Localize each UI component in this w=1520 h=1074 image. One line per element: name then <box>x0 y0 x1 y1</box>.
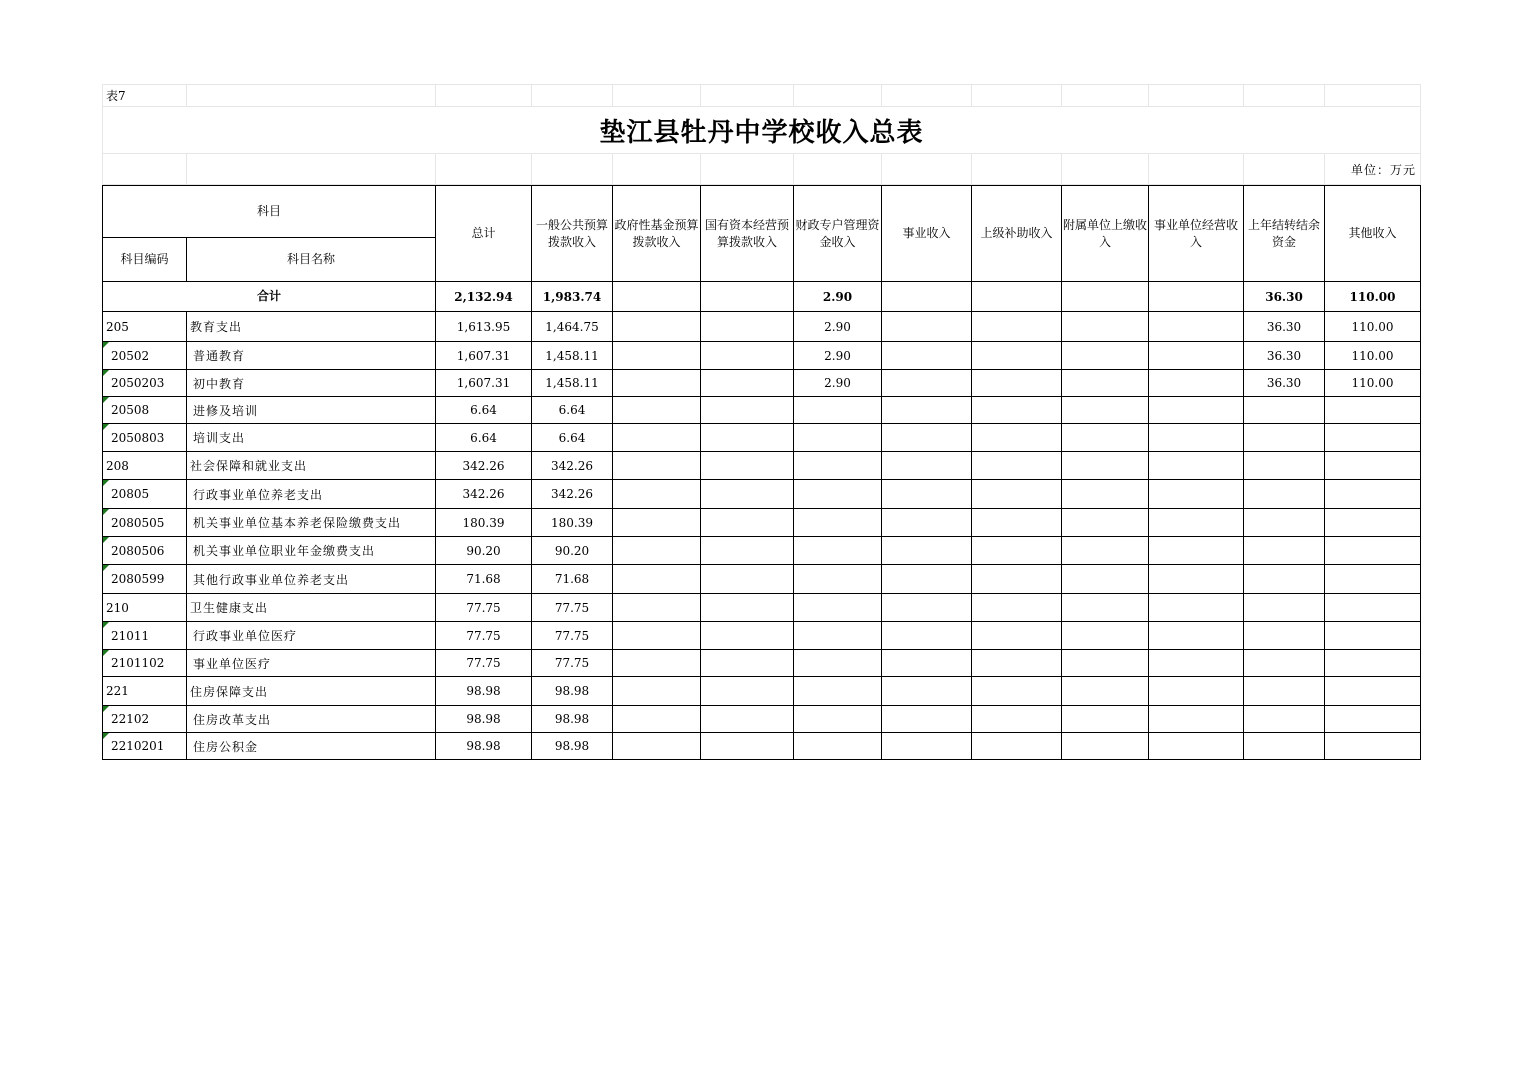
subject-name: 行政事业单位医疗 <box>187 622 436 650</box>
subject-name: 住房保障支出 <box>187 677 436 706</box>
amount-cell-business-income <box>882 342 972 370</box>
amount-cell-other-income <box>1325 677 1421 706</box>
subject-code-cell <box>103 537 187 565</box>
amount-cell-fiscal-special <box>794 424 882 452</box>
amount-cell-superior-subsidy <box>972 312 1062 342</box>
amount-cell-general-budget: 6.64 <box>532 397 613 424</box>
amount-cell-operating-income <box>1149 594 1244 622</box>
table-row <box>103 342 1421 370</box>
amount-cell-gov-fund <box>613 565 701 594</box>
amount-cell-gov-fund <box>613 312 701 342</box>
header-total: 总计 <box>436 186 532 282</box>
amount-cell-operating-income <box>1149 733 1244 760</box>
amount-cell-business-income <box>882 594 972 622</box>
subject-code: 2080506 <box>111 543 165 558</box>
amount-cell-operating-income <box>1149 565 1244 594</box>
amount-cell-carryover <box>1244 424 1325 452</box>
amount-cell-affiliated-payment <box>1062 342 1149 370</box>
subject-code: 22102 <box>111 712 150 726</box>
amount-cell-general-budget: 1,458.11 <box>532 342 613 370</box>
amount-cell-business-income <box>882 733 972 760</box>
total-row <box>103 282 1421 312</box>
amount-cell-business-income <box>882 370 972 397</box>
amount-cell-fiscal-special <box>794 565 882 594</box>
amount-cell-total: 342.26 <box>436 480 532 509</box>
amount-cell-fiscal-special <box>794 537 882 565</box>
subject-name: 初中教育 <box>187 370 436 397</box>
amount-cell-operating-income <box>1149 342 1244 370</box>
amount-cell-state-capital <box>701 397 794 424</box>
amount-cell-operating-income <box>1149 452 1244 480</box>
table-row <box>103 424 1421 452</box>
amount-cell-general-budget: 98.98 <box>532 677 613 706</box>
amount-cell-fiscal-special: 2.90 <box>794 342 882 370</box>
amount-cell-total: 90.20 <box>436 537 532 565</box>
amount-cell-affiliated-payment <box>1062 424 1149 452</box>
amount-cell-general-budget: 1,458.11 <box>532 370 613 397</box>
amount-cell-other-income <box>1325 706 1421 733</box>
amount-cell-other-income <box>1325 452 1421 480</box>
amount-cell-carryover <box>1244 480 1325 509</box>
amount-cell-total: 1,613.95 <box>436 312 532 342</box>
amount-cell-operating-income <box>1149 537 1244 565</box>
amount-cell-total: 98.98 <box>436 677 532 706</box>
amount-cell-state-capital <box>701 509 794 537</box>
total-cell: 1,983.74 <box>532 282 613 312</box>
header-state-capital: 国有资本经营预算拨款收入 <box>701 186 794 282</box>
amount-cell-gov-fund <box>613 537 701 565</box>
subject-code: 221 <box>106 684 129 698</box>
table-row <box>103 509 1421 537</box>
amount-cell-gov-fund <box>613 480 701 509</box>
amount-cell-affiliated-payment <box>1062 733 1149 760</box>
amount-cell-state-capital <box>701 370 794 397</box>
amount-cell-general-budget: 90.20 <box>532 537 613 565</box>
amount-cell-carryover: 36.30 <box>1244 342 1325 370</box>
amount-cell-superior-subsidy <box>972 370 1062 397</box>
amount-cell-total: 98.98 <box>436 733 532 760</box>
subject-code: 2080505 <box>111 515 165 530</box>
amount-cell-gov-fund <box>613 397 701 424</box>
sheet-header-grid <box>102 84 1421 185</box>
amount-cell-other-income <box>1325 424 1421 452</box>
amount-cell-general-budget: 342.26 <box>532 452 613 480</box>
subject-code-cell <box>103 677 187 706</box>
amount-cell-other-income <box>1325 733 1421 760</box>
amount-cell-carryover <box>1244 397 1325 424</box>
amount-cell-superior-subsidy <box>972 622 1062 650</box>
header-other-income: 其他收入 <box>1325 186 1421 282</box>
amount-cell-superior-subsidy <box>972 397 1062 424</box>
amount-cell-affiliated-payment <box>1062 677 1149 706</box>
amount-cell-other-income <box>1325 622 1421 650</box>
amount-cell-affiliated-payment <box>1062 594 1149 622</box>
subject-code: 21011 <box>111 628 150 643</box>
cell-comment-marker-icon <box>103 370 109 376</box>
header-general-budget: 一般公共预算拨款收入 <box>532 186 613 282</box>
amount-cell-general-budget: 98.98 <box>532 706 613 733</box>
header-business-income: 事业收入 <box>882 186 972 282</box>
amount-cell-affiliated-payment <box>1062 480 1149 509</box>
amount-cell-business-income <box>882 706 972 733</box>
amount-cell-other-income: 110.00 <box>1325 342 1421 370</box>
amount-cell-state-capital <box>701 537 794 565</box>
amount-cell-total: 98.98 <box>436 706 532 733</box>
amount-cell-affiliated-payment <box>1062 650 1149 677</box>
amount-cell-business-income <box>882 650 972 677</box>
amount-cell-carryover: 36.30 <box>1244 370 1325 397</box>
cell-comment-marker-icon <box>103 509 109 515</box>
revenue-summary-sheet <box>102 84 1420 760</box>
amount-cell-fiscal-special <box>794 677 882 706</box>
subject-name: 行政事业单位养老支出 <box>187 480 436 509</box>
amount-cell-business-income <box>882 424 972 452</box>
amount-cell-total: 180.39 <box>436 509 532 537</box>
cell-comment-marker-icon <box>103 622 109 628</box>
table-row <box>103 480 1421 509</box>
amount-cell-carryover <box>1244 594 1325 622</box>
amount-cell-business-income <box>882 480 972 509</box>
subject-code-cell <box>103 733 187 760</box>
amount-cell-fiscal-special <box>794 594 882 622</box>
subject-code: 208 <box>106 458 129 473</box>
amount-cell-gov-fund <box>613 342 701 370</box>
amount-cell-gov-fund <box>613 370 701 397</box>
amount-cell-general-budget: 77.75 <box>532 650 613 677</box>
amount-cell-general-budget: 180.39 <box>532 509 613 537</box>
cell-comment-marker-icon <box>103 424 109 430</box>
amount-cell-affiliated-payment <box>1062 565 1149 594</box>
cell-comment-marker-icon <box>103 733 109 739</box>
amount-cell-operating-income <box>1149 622 1244 650</box>
amount-cell-general-budget: 77.75 <box>532 622 613 650</box>
total-cell <box>613 282 701 312</box>
amount-cell-general-budget: 1,464.75 <box>532 312 613 342</box>
amount-cell-gov-fund <box>613 733 701 760</box>
total-cell <box>1149 282 1244 312</box>
amount-cell-total: 1,607.31 <box>436 342 532 370</box>
amount-cell-general-budget: 6.64 <box>532 424 613 452</box>
table-row <box>103 594 1421 622</box>
subject-code-cell <box>103 312 187 342</box>
amount-cell-business-income <box>882 565 972 594</box>
header-subject: 科目 <box>103 186 436 238</box>
total-cell: 110.00 <box>1325 282 1421 312</box>
subject-name: 住房公积金 <box>187 733 436 760</box>
amount-cell-fiscal-special <box>794 480 882 509</box>
subject-code-cell <box>103 706 187 733</box>
amount-cell-superior-subsidy <box>972 677 1062 706</box>
amount-cell-state-capital <box>701 706 794 733</box>
subject-code-cell <box>103 509 187 537</box>
amount-cell-state-capital <box>701 594 794 622</box>
amount-cell-total: 1,607.31 <box>436 370 532 397</box>
subject-code-cell <box>103 650 187 677</box>
amount-cell-superior-subsidy <box>972 706 1062 733</box>
unit-label: 单位：万元 <box>1325 154 1421 185</box>
amount-cell-gov-fund <box>613 706 701 733</box>
subject-code: 2050803 <box>111 430 165 445</box>
subject-code: 20805 <box>111 487 150 501</box>
header-superior-subsidy: 上级补助收入 <box>972 186 1062 282</box>
table-row <box>103 706 1421 733</box>
amount-cell-carryover <box>1244 452 1325 480</box>
amount-cell-gov-fund <box>613 509 701 537</box>
subject-code-cell <box>103 342 187 370</box>
table-row <box>103 312 1421 342</box>
total-cell: 2.90 <box>794 282 882 312</box>
amount-cell-affiliated-payment <box>1062 370 1149 397</box>
subject-name: 卫生健康支出 <box>187 594 436 622</box>
amount-cell-other-income <box>1325 650 1421 677</box>
header-fiscal-special: 财政专户管理资金收入 <box>794 186 882 282</box>
cell-comment-marker-icon <box>103 342 109 348</box>
amount-cell-total: 77.75 <box>436 594 532 622</box>
amount-cell-business-income <box>882 452 972 480</box>
amount-cell-gov-fund <box>613 424 701 452</box>
subject-code: 210 <box>106 600 129 615</box>
table-row <box>103 677 1421 706</box>
amount-cell-superior-subsidy <box>972 650 1062 677</box>
total-cell: 2,132.94 <box>436 282 532 312</box>
amount-cell-affiliated-payment <box>1062 622 1149 650</box>
amount-cell-business-income <box>882 622 972 650</box>
amount-cell-superior-subsidy <box>972 537 1062 565</box>
table-row <box>103 397 1421 424</box>
header-affiliated-payment: 附属单位上缴收入 <box>1062 186 1149 282</box>
amount-cell-fiscal-special <box>794 452 882 480</box>
amount-cell-operating-income <box>1149 706 1244 733</box>
total-cell <box>972 282 1062 312</box>
amount-cell-business-income <box>882 537 972 565</box>
subject-name: 机关事业单位职业年金缴费支出 <box>187 537 436 565</box>
amount-cell-gov-fund <box>613 452 701 480</box>
amount-cell-fiscal-special <box>794 706 882 733</box>
subject-code-cell <box>103 424 187 452</box>
amount-cell-state-capital <box>701 733 794 760</box>
subject-code: 20502 <box>111 348 150 363</box>
subject-code-cell <box>103 397 187 424</box>
header-code: 科目编码 <box>103 238 187 282</box>
amount-cell-other-income <box>1325 594 1421 622</box>
subject-code-cell <box>103 594 187 622</box>
subject-name: 培训支出 <box>187 424 436 452</box>
cell-comment-marker-icon <box>103 480 109 486</box>
amount-cell-superior-subsidy <box>972 452 1062 480</box>
header-name: 科目名称 <box>187 238 436 282</box>
amount-cell-business-income <box>882 312 972 342</box>
amount-cell-other-income <box>1325 537 1421 565</box>
amount-cell-superior-subsidy <box>972 480 1062 509</box>
amount-cell-fiscal-special <box>794 397 882 424</box>
table-row <box>103 733 1421 760</box>
subject-name: 住房改革支出 <box>187 706 436 733</box>
subject-code: 2101102 <box>111 656 165 670</box>
subject-name: 进修及培训 <box>187 397 436 424</box>
amount-cell-state-capital <box>701 622 794 650</box>
amount-cell-superior-subsidy <box>972 594 1062 622</box>
amount-cell-state-capital <box>701 312 794 342</box>
page-title: 垫江县牡丹中学校收入总表 <box>103 107 1421 154</box>
subject-code: 20508 <box>111 403 150 417</box>
amount-cell-general-budget: 71.68 <box>532 565 613 594</box>
table-row <box>103 537 1421 565</box>
amount-cell-affiliated-payment <box>1062 397 1149 424</box>
subject-name: 其他行政事业单位养老支出 <box>187 565 436 594</box>
amount-cell-carryover <box>1244 537 1325 565</box>
header-gov-fund: 政府性基金预算拨款收入 <box>613 186 701 282</box>
table-row <box>103 452 1421 480</box>
subject-code-cell <box>103 622 187 650</box>
amount-cell-gov-fund <box>613 622 701 650</box>
header-carryover: 上年结转结余资金 <box>1244 186 1325 282</box>
amount-cell-general-budget: 98.98 <box>532 733 613 760</box>
amount-cell-affiliated-payment <box>1062 706 1149 733</box>
table-row <box>103 370 1421 397</box>
revenue-table <box>102 185 1421 760</box>
amount-cell-fiscal-special: 2.90 <box>794 312 882 342</box>
amount-cell-fiscal-special <box>794 622 882 650</box>
amount-cell-superior-subsidy <box>972 509 1062 537</box>
amount-cell-state-capital <box>701 565 794 594</box>
amount-cell-operating-income <box>1149 677 1244 706</box>
amount-cell-state-capital <box>701 452 794 480</box>
amount-cell-affiliated-payment <box>1062 452 1149 480</box>
table-body <box>103 312 1421 760</box>
subject-name: 机关事业单位基本养老保险缴费支出 <box>187 509 436 537</box>
amount-cell-fiscal-special <box>794 509 882 537</box>
amount-cell-superior-subsidy <box>972 342 1062 370</box>
total-cell <box>1062 282 1149 312</box>
amount-cell-state-capital <box>701 342 794 370</box>
subject-code: 2210201 <box>111 739 165 753</box>
subject-code: 2050203 <box>111 376 165 390</box>
amount-cell-carryover <box>1244 706 1325 733</box>
amount-cell-total: 342.26 <box>436 452 532 480</box>
subject-code: 205 <box>106 319 129 334</box>
amount-cell-total: 6.64 <box>436 424 532 452</box>
cell-comment-marker-icon <box>103 565 109 571</box>
amount-cell-gov-fund <box>613 650 701 677</box>
amount-cell-total: 71.68 <box>436 565 532 594</box>
sheet-label: 表7 <box>103 85 187 107</box>
table-row <box>103 650 1421 677</box>
subject-code-cell <box>103 565 187 594</box>
subject-name: 社会保障和就业支出 <box>187 452 436 480</box>
amount-cell-carryover <box>1244 650 1325 677</box>
subject-name: 教育支出 <box>187 312 436 342</box>
amount-cell-affiliated-payment <box>1062 537 1149 565</box>
total-cell: 36.30 <box>1244 282 1325 312</box>
amount-cell-general-budget: 77.75 <box>532 594 613 622</box>
amount-cell-business-income <box>882 677 972 706</box>
amount-cell-other-income: 110.00 <box>1325 370 1421 397</box>
subject-code: 2080599 <box>111 572 165 586</box>
header-operating-income: 事业单位经营收入 <box>1149 186 1244 282</box>
amount-cell-carryover <box>1244 622 1325 650</box>
amount-cell-superior-subsidy <box>972 733 1062 760</box>
amount-cell-affiliated-payment <box>1062 509 1149 537</box>
cell-comment-marker-icon <box>103 397 109 403</box>
amount-cell-state-capital <box>701 677 794 706</box>
amount-cell-total: 6.64 <box>436 397 532 424</box>
cell-comment-marker-icon <box>103 650 109 656</box>
amount-cell-operating-income <box>1149 370 1244 397</box>
total-cell <box>882 282 972 312</box>
amount-cell-superior-subsidy <box>972 424 1062 452</box>
subject-name: 普通教育 <box>187 342 436 370</box>
amount-cell-carryover <box>1244 509 1325 537</box>
total-cell <box>701 282 794 312</box>
amount-cell-business-income <box>882 397 972 424</box>
amount-cell-state-capital <box>701 650 794 677</box>
cell-comment-marker-icon <box>103 537 109 543</box>
amount-cell-fiscal-special <box>794 650 882 677</box>
cell-comment-marker-icon <box>103 706 109 712</box>
table-row <box>103 622 1421 650</box>
amount-cell-carryover <box>1244 677 1325 706</box>
amount-cell-operating-income <box>1149 312 1244 342</box>
amount-cell-superior-subsidy <box>972 565 1062 594</box>
amount-cell-fiscal-special <box>794 733 882 760</box>
amount-cell-other-income <box>1325 397 1421 424</box>
table-row <box>103 565 1421 594</box>
amount-cell-operating-income <box>1149 424 1244 452</box>
amount-cell-carryover <box>1244 565 1325 594</box>
amount-cell-operating-income <box>1149 480 1244 509</box>
amount-cell-general-budget: 342.26 <box>532 480 613 509</box>
amount-cell-gov-fund <box>613 594 701 622</box>
amount-cell-operating-income <box>1149 509 1244 537</box>
subject-code-cell <box>103 480 187 509</box>
amount-cell-business-income <box>882 509 972 537</box>
total-label: 合计 <box>103 282 436 312</box>
subject-code-cell <box>103 370 187 397</box>
amount-cell-carryover: 36.30 <box>1244 312 1325 342</box>
amount-cell-state-capital <box>701 480 794 509</box>
amount-cell-affiliated-payment <box>1062 312 1149 342</box>
amount-cell-gov-fund <box>613 677 701 706</box>
amount-cell-state-capital <box>701 424 794 452</box>
amount-cell-carryover <box>1244 733 1325 760</box>
amount-cell-other-income <box>1325 565 1421 594</box>
amount-cell-fiscal-special: 2.90 <box>794 370 882 397</box>
subject-name: 事业单位医疗 <box>187 650 436 677</box>
amount-cell-operating-income <box>1149 397 1244 424</box>
subject-code-cell <box>103 452 187 480</box>
amount-cell-total: 77.75 <box>436 622 532 650</box>
amount-cell-other-income: 110.00 <box>1325 312 1421 342</box>
amount-cell-other-income <box>1325 509 1421 537</box>
amount-cell-operating-income <box>1149 650 1244 677</box>
amount-cell-total: 77.75 <box>436 650 532 677</box>
amount-cell-other-income <box>1325 480 1421 509</box>
